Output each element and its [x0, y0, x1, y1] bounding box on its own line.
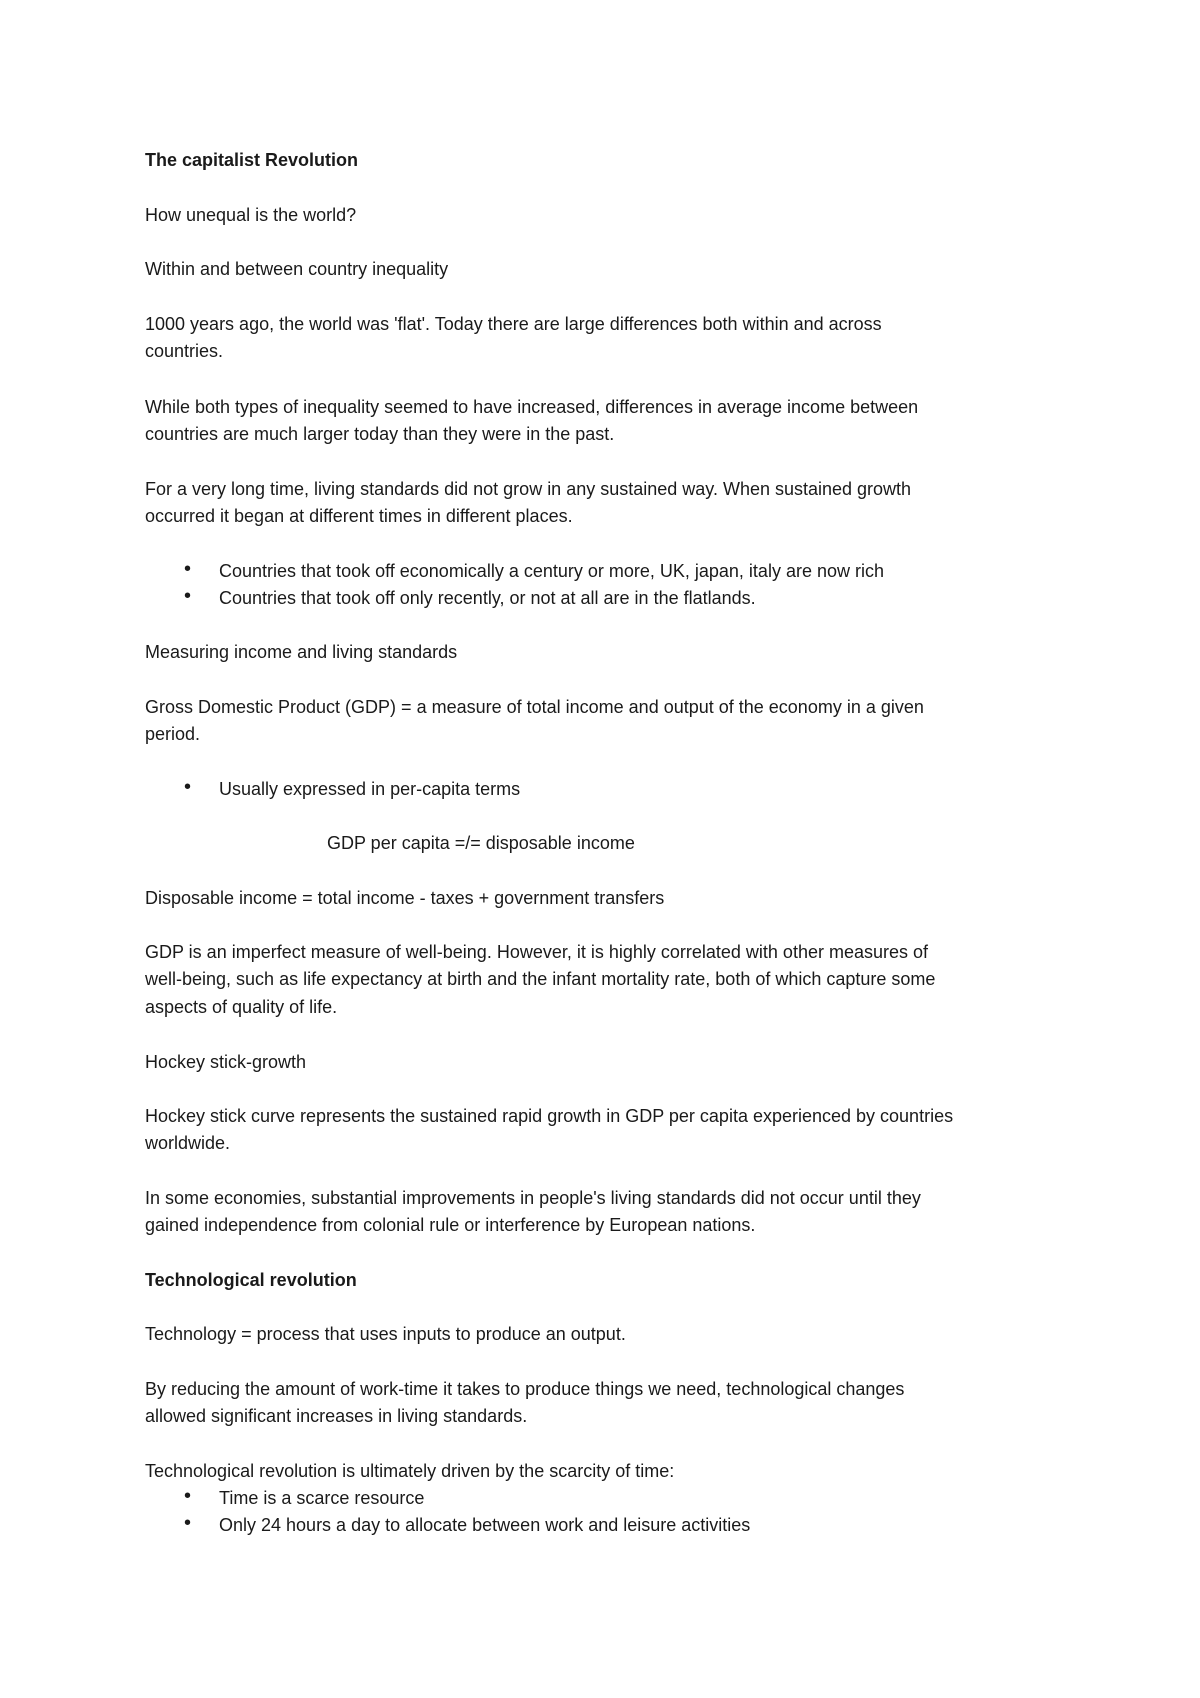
paragraph-line: countries.	[145, 341, 224, 361]
paragraph-line: aspects of quality of life.	[145, 997, 338, 1017]
paragraph-line: Technological revolution is ultimately driven by the scarcity of time:	[145, 1461, 675, 1481]
paragraph-line: well-being, such as life expectancy at birth and the infant mortality rate, both of which capture some	[145, 969, 936, 989]
paragraph-line: By reducing the amount of work-time it takes to produce things we need, technological changes	[145, 1379, 905, 1399]
bullet-icon: •	[184, 585, 192, 607]
paragraph-line: For a very long time, living standards did not grow in any sustained way. When sustained growth	[145, 479, 912, 499]
bullet-icon: •	[184, 1512, 192, 1534]
bullet-icon: •	[184, 558, 192, 580]
paragraph-line: GDP is an imperfect measure of well-being. However, it is highly correlated with other measures of	[145, 942, 929, 962]
question-heading: How unequal is the world?	[145, 205, 357, 225]
list-item: Time is a scarce resource	[219, 1488, 425, 1508]
paragraph-line: gained independence from colonial rule or interference by European nations.	[145, 1215, 756, 1235]
list-item: Countries that took off only recently, or not at all are in the flatlands.	[219, 588, 756, 608]
section-heading-inequality: Within and between country inequality	[145, 259, 449, 279]
paragraph-line: While both types of inequality seemed to have increased, differences in average income between	[145, 397, 919, 417]
paragraph-line: Hockey stick curve represents the sustained rapid growth in GDP per capita experienced by countries	[145, 1106, 954, 1126]
gdp-note: GDP per capita =/= disposable income	[327, 833, 635, 853]
paragraph-line: 1000 years ago, the world was 'flat'. Today there are large differences both within and across	[145, 314, 882, 334]
bullet-icon: •	[184, 776, 192, 798]
list-item: Usually expressed in per-capita terms	[219, 779, 521, 799]
paragraph-line: countries are much larger today than they were in the past.	[145, 424, 615, 444]
section-heading-measuring: Measuring income and living standards	[145, 642, 458, 662]
paragraph-line: Technology = process that uses inputs to produce an output.	[145, 1324, 626, 1344]
paragraph-line: Disposable income = total income - taxes + government transfers	[145, 888, 665, 908]
bullet-icon: •	[184, 1485, 192, 1507]
paragraph-line: Gross Domestic Product (GDP) = a measure of total income and output of the economy in a given	[145, 697, 924, 717]
section-heading-hockey: Hockey stick-growth	[145, 1052, 307, 1072]
paragraph-line: allowed significant increases in living standards.	[145, 1406, 528, 1426]
paragraph-line: worldwide.	[145, 1133, 231, 1153]
paragraph-line: period.	[145, 724, 201, 744]
list-item: Only 24 hours a day to allocate between work and leisure activities	[219, 1515, 751, 1535]
list-item: Countries that took off economically a century or more, UK, japan, italy are now rich	[219, 561, 884, 581]
paragraph-line: In some economies, substantial improvements in people's living standards did not occur until they	[145, 1188, 921, 1208]
document-title: The capitalist Revolution	[145, 150, 359, 170]
paragraph-line: occurred it began at different times in different places.	[145, 506, 573, 526]
section-heading-tech: Technological revolution	[145, 1270, 357, 1290]
